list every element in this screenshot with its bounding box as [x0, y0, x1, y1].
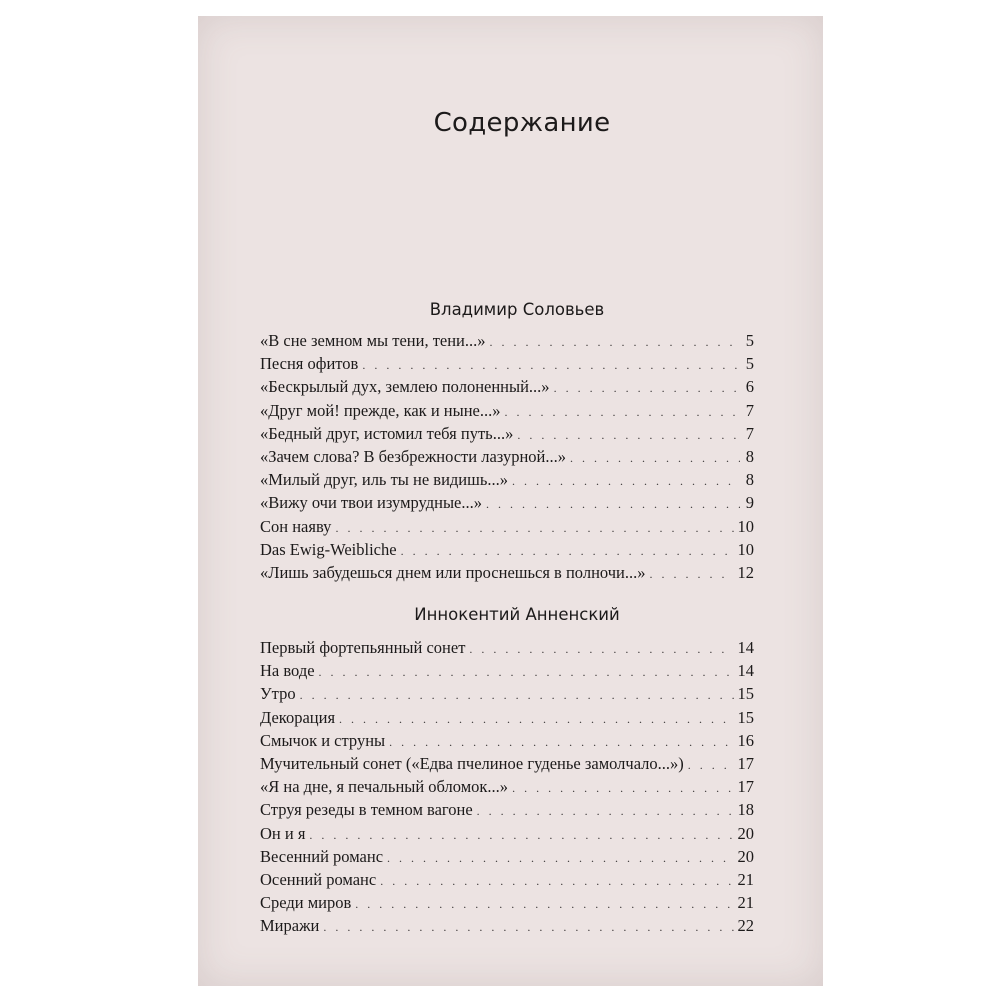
- toc-entry: [260, 399, 754, 422]
- toc-entry: [260, 659, 754, 682]
- toc-entry: [260, 515, 754, 538]
- entry-page: 17: [737, 754, 754, 773]
- dot-leader: [355, 893, 733, 916]
- entry-title: Он и я: [260, 823, 306, 843]
- entry-page: 10: [737, 516, 754, 536]
- dot-leader: [512, 470, 740, 493]
- toc-entry: [260, 682, 754, 705]
- entry-page: 17: [737, 777, 754, 797]
- entry-title: «Бескрылый дух, землею полоненный...»: [260, 377, 550, 397]
- dot-leader: [339, 708, 733, 731]
- book-page: [198, 16, 823, 986]
- toc-entry: [260, 352, 754, 375]
- dot-leader: [517, 424, 740, 447]
- entry-page: 6: [745, 377, 754, 397]
- entry-title: «Лишь забудешься днем или проснешься в полночи...»: [260, 562, 646, 582]
- entry-page: 22: [737, 916, 754, 936]
- dot-leader: [300, 684, 734, 707]
- dot-leader: [401, 540, 734, 563]
- entry-page: 15: [737, 684, 754, 704]
- toc-entry: [260, 422, 754, 445]
- dot-leader: [504, 401, 740, 424]
- toc-entry: [260, 752, 754, 775]
- dot-leader: [362, 354, 740, 377]
- dot-leader: [389, 731, 733, 754]
- entry-page: 8: [745, 470, 754, 490]
- toc-entry: [260, 636, 754, 659]
- entry-title: «Я на дне, я печальный обломок...»: [260, 777, 509, 797]
- dot-leader: [554, 377, 740, 400]
- entry-page: 7: [745, 400, 754, 420]
- entry-page: 10: [737, 539, 754, 559]
- entry-title: «Бедный друг, истомил тебя путь...»: [260, 423, 514, 443]
- section-author-solovyov: Владимир Соловьев: [429, 300, 605, 319]
- toc-entry: [260, 491, 754, 514]
- entry-title: Первый фортепьянный сонет: [260, 638, 466, 658]
- toc-entry: [260, 561, 754, 584]
- dot-leader: [486, 493, 740, 516]
- entry-title: Среди миров: [260, 893, 352, 913]
- entry-page: 5: [745, 354, 754, 374]
- entry-title: Декорация: [260, 707, 336, 727]
- entry-page: 21: [737, 893, 754, 913]
- toc-entry: [260, 329, 754, 352]
- entry-page: 14: [737, 638, 754, 658]
- toc-entry: [260, 706, 754, 729]
- toc-entry: [260, 845, 754, 868]
- entry-page: 7: [745, 423, 754, 443]
- entry-title: Весенний романс: [260, 846, 384, 866]
- toc-entry: [260, 445, 754, 468]
- entry-title: «Друг мой! прежде, как и ныне...»: [260, 400, 501, 420]
- toc-title: Содержание: [433, 108, 611, 138]
- entry-page: 12: [737, 562, 754, 582]
- dot-leader: [570, 447, 740, 470]
- toc-entry: [260, 914, 754, 937]
- entry-title: Утро: [260, 684, 296, 704]
- dot-leader: [319, 661, 734, 684]
- entry-title: Das Ewig-Weibliche: [260, 539, 397, 559]
- entry-title: Смычок и струны: [260, 730, 386, 750]
- entry-title: «Зачем слова? В безбрежности лазурной...»: [260, 446, 566, 466]
- entry-page: 5: [745, 331, 754, 350]
- dot-leader: [490, 331, 740, 354]
- dot-leader: [380, 870, 733, 893]
- entry-page: 14: [737, 661, 754, 681]
- entry-title: «Вижу очи твои изумрудные...»: [260, 493, 483, 513]
- entry-title: Осенний романс: [260, 869, 377, 889]
- dot-leader: [309, 824, 733, 847]
- dot-leader: [512, 777, 733, 800]
- entry-title: Миражи: [260, 916, 320, 936]
- dot-leader: [335, 517, 733, 540]
- entry-page: 21: [737, 869, 754, 889]
- toc-entry: [260, 822, 754, 845]
- entry-page: 8: [745, 446, 754, 466]
- toc-entry: [260, 729, 754, 752]
- dot-leader: [469, 638, 733, 661]
- toc-entry: [260, 868, 754, 891]
- section-author-annensky: Иннокентий Анненский: [414, 605, 620, 625]
- toc-entry: [260, 375, 754, 398]
- entry-page: 18: [737, 800, 754, 820]
- toc-list-annensky: [260, 636, 754, 937]
- entry-page: 20: [737, 846, 754, 866]
- toc-entry: [260, 891, 754, 914]
- entry-title: На воде: [260, 661, 315, 681]
- toc-list-solovyov: [260, 329, 754, 584]
- dot-leader: [323, 916, 733, 939]
- toc-entry: [260, 775, 754, 798]
- dot-leader: [649, 563, 733, 586]
- table-of-contents: [260, 96, 754, 938]
- entry-title: Мучительный сонет («Едва пчелиное гуденье замолчало...»): [260, 754, 684, 773]
- entry-page: 9: [745, 493, 754, 513]
- dot-leader: [387, 847, 733, 870]
- entry-title: Песня офитов: [260, 354, 359, 374]
- entry-title: Струя резеды в темном вагоне: [260, 800, 473, 820]
- dot-leader: [477, 800, 734, 823]
- entry-title: Сон наяву: [260, 516, 332, 536]
- entry-title: «Милый друг, иль ты не видишь...»: [260, 470, 508, 490]
- toc-entry: [260, 798, 754, 821]
- toc-entry: [260, 468, 754, 491]
- toc-entry: [260, 538, 754, 561]
- entry-page: 20: [737, 823, 754, 843]
- entry-title: «В сне земном мы тени, тени...»: [260, 331, 486, 350]
- entry-page: 15: [737, 707, 754, 727]
- entry-page: 16: [737, 730, 754, 750]
- dot-leader: [688, 754, 734, 777]
